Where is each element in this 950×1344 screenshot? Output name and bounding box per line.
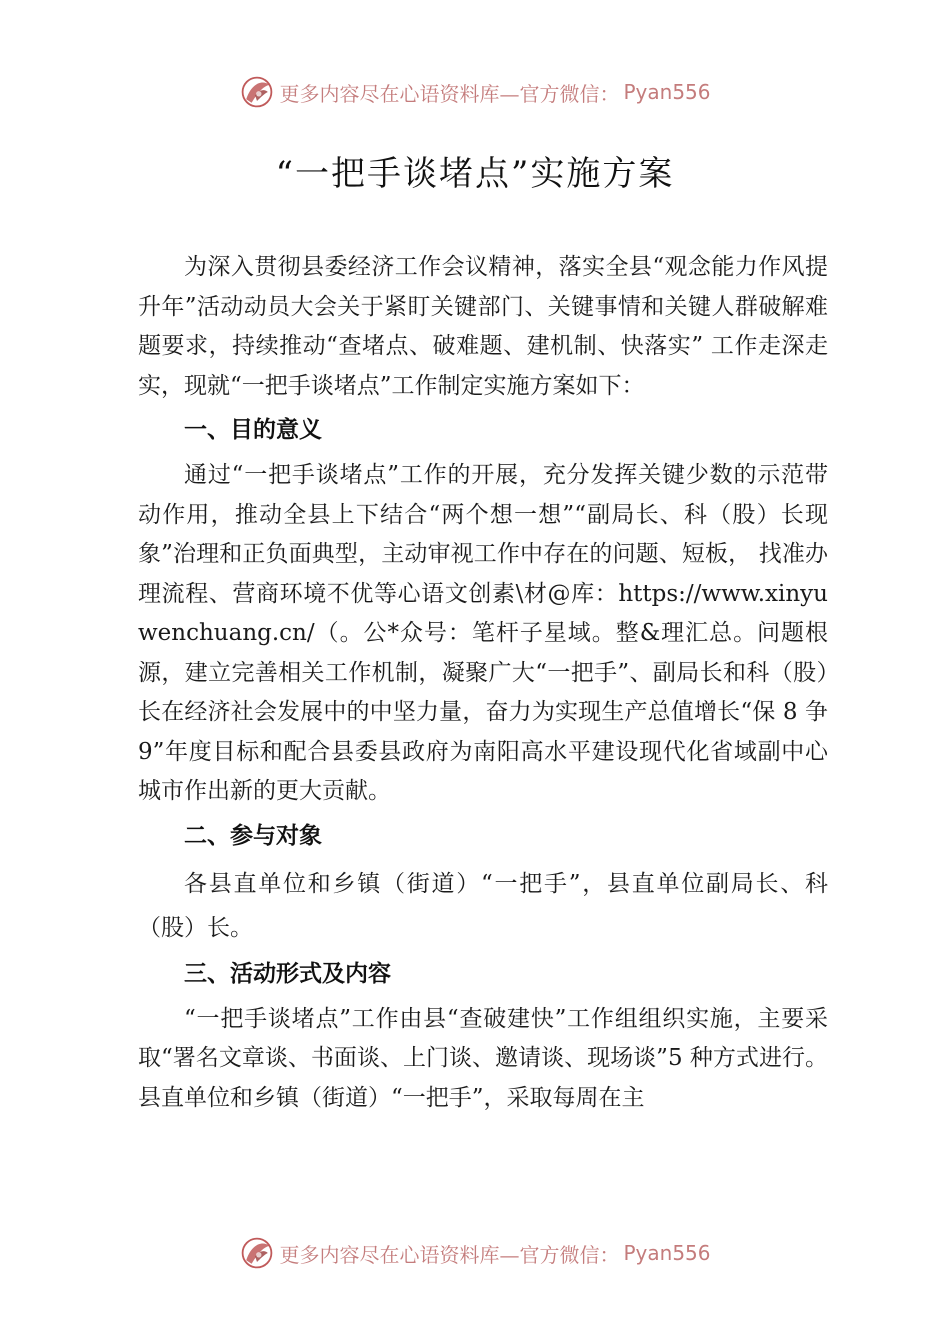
document-body (138, 248, 828, 1118)
section-paragraph: 通过“一把手谈堵点”工作的开展，充分发挥关键少数的示范带动作用，推动全县上下结合“两个想一想”“副局长、科（股）长现象”治理和正负面典型，主动审视工作中存在的问题、短板， 找准办理流程、营商环境不优等心语文创素\材@库：https://www.xinyuwenchuang.cn/（。公*众号：笔杆子星域。整&理汇总。问题根源，建立完善相关工作机制，凝聚广大“一把手”、副局长和科（股）长在经济社会发展中的中坚力量，奋力为实现生产总值增长“保 8 争 9”年度目标和配合县委县政府为南阳高水平建设现代化省域副中心城市作出新的更大贡献。 (138, 462, 828, 804)
section-heading: 三、活动形式及内容 (184, 960, 391, 987)
intro-paragraph: 为深入贯彻县委经济工作会议精神，落实全县“观念能力作风提升年”活动动员大会关于紧盯关键部门、关键事情和关键人群破解难题要求，持续推动“查堵点、破难题、建机制、快落实” 工作走深走实，现就“一把手谈堵点”工作制定实施方案如下： (138, 254, 828, 399)
rose-logo-icon (239, 74, 275, 110)
section-heading: 二、参与对象 (184, 822, 322, 849)
watermark-wechat-id: Pyan556 (623, 80, 711, 104)
section-paragraph: 各县直单位和乡镇（街道）“一把手”，县直单位副局长、科（股）长。 (138, 870, 828, 941)
rose-logo-icon (239, 1235, 275, 1271)
document-title: “一把手谈堵点”实施方案 (275, 154, 675, 194)
watermark-text: 更多内容尽在心语资料库—官方微信： (279, 1242, 620, 1267)
section-heading: 一、目的意义 (184, 417, 322, 443)
watermark-wechat-id: Pyan556 (623, 1241, 711, 1265)
section-paragraph: “一把手谈堵点”工作由县“查破建快”工作组组织实施，主要采取“署名文章谈、书面谈、上门谈、邀请谈、现场谈”5 种方式进行。县直单位和乡镇（街道）“一把手”，采取每周在主 (138, 1005, 828, 1111)
watermark-text: 更多内容尽在心语资料库—官方微信： (279, 81, 620, 106)
watermark-footer (0, 1233, 950, 1273)
watermark-header (0, 72, 950, 112)
